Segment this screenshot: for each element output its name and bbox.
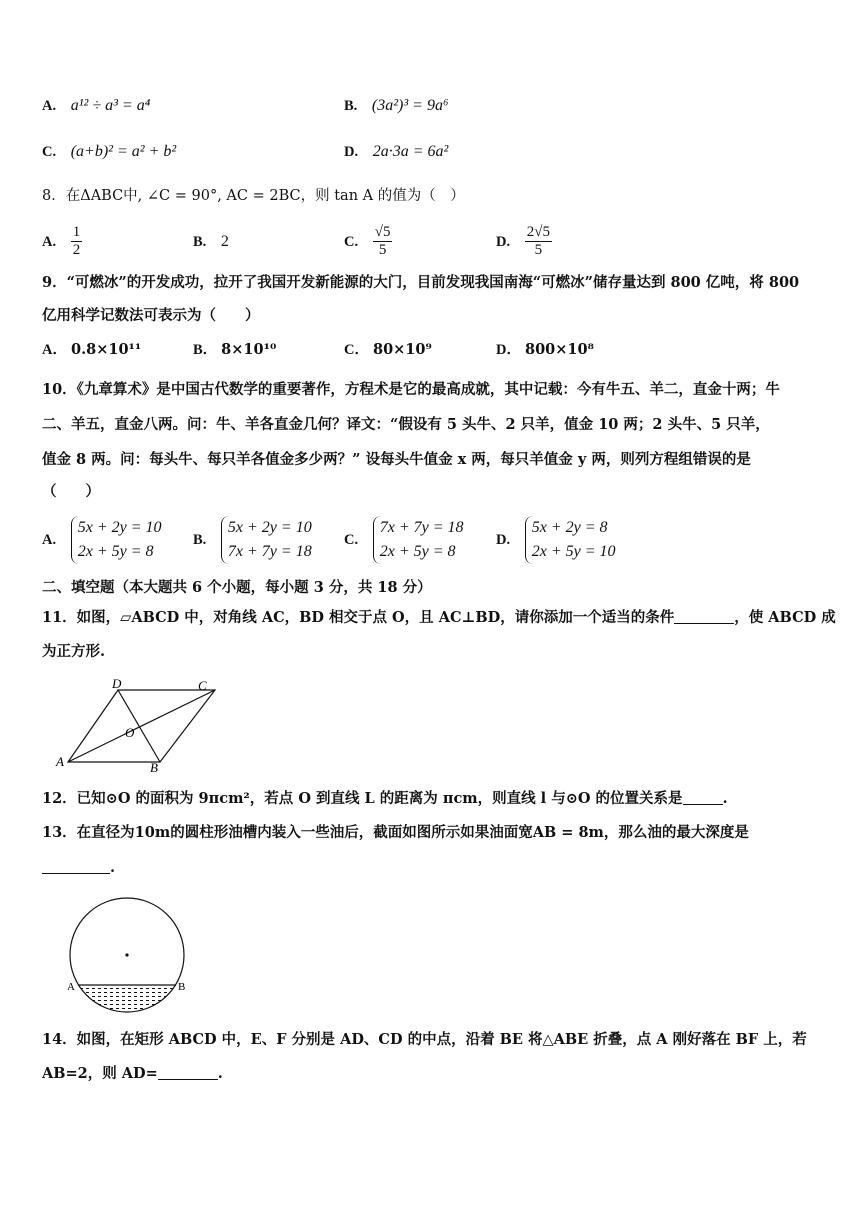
q7-d-expr: 2a·3a = 6a² xyxy=(372,143,449,160)
q9-option-b: B． 8×10¹⁰ xyxy=(193,341,277,358)
q12-stem: 12．已知⊙O 的面积为 9πcm²，若点 O 到直线 L 的距离为 πcm，则直线 l 与⊙O 的位置关系是 . xyxy=(42,790,728,807)
q11-parallelogram-figure xyxy=(50,674,230,774)
q8-d-fraction: $\frac{2√5}{5}$ xyxy=(526,224,550,258)
q9-stem-line1: 9．“可燃冰”的开发成功，拉开了我国开发新能源的大门，目前发现我国南海“可燃冰”储存量达到 800 亿吨，将 800 xyxy=(42,274,800,291)
q7-option-c: C. (a+b)² = a² + b² xyxy=(42,143,177,160)
q14-stem-line1: 14．如图，在矩形 ABCD 中，E、F 分别是 AD、CD 的中点，沿着 BE 将△ABE 折叠，点 A 刚好落在 BF 上，若 xyxy=(42,1031,807,1048)
q9-option-d: D． 800×10⁸ xyxy=(496,341,594,358)
q11-answer-blank[interactable] xyxy=(674,609,734,624)
q7-a-expr: a¹² ÷ a³ = a⁴ xyxy=(70,97,151,114)
q10-option-b: B. 5x + 2y = 10 7x + 7y = 18 xyxy=(193,516,312,564)
q10-c-system: 7x + 7y = 18 2x + 5y = 8 xyxy=(373,516,464,564)
q13-stem-line1: 13．在直径为10m的圆柱形油槽内装入一些油后，截面如图所示如果油面宽AB = 8m，那么油的最大深度是 xyxy=(42,824,749,841)
q11-stem-line2: 为正方形. xyxy=(42,643,106,660)
label-b: B xyxy=(178,981,186,993)
q13-answer-blank[interactable] xyxy=(42,859,110,874)
q10-option-d: D. 5x + 2y = 8 2x + 5y = 10 xyxy=(496,516,616,564)
q10-stem-line4: （ ） xyxy=(42,483,100,500)
q9-option-c: C． 80×10⁹ xyxy=(344,341,432,358)
q10-option-a: A. 5x + 2y = 10 2x + 5y = 8 xyxy=(42,516,162,564)
label-d: D xyxy=(112,676,122,691)
q10-d-system: 5x + 2y = 8 2x + 5y = 10 xyxy=(525,516,616,564)
q9-option-a: A． 0.8×10¹¹ xyxy=(42,341,142,358)
q13-oil-tank-figure xyxy=(62,895,198,1017)
center-point xyxy=(125,953,128,956)
q9-stem-line2: 亿用科学记数法可表示为（ ） xyxy=(42,307,260,324)
q8-option-d: D. $\frac{2√5}{5}$ xyxy=(496,224,550,258)
label-b: B xyxy=(150,760,158,774)
label-a: A xyxy=(56,754,64,769)
q12-answer-blank[interactable] xyxy=(683,790,723,805)
q8-c-fraction: $\frac{√5}{5}$ xyxy=(374,224,391,258)
q10-stem-line2: 二、羊五，直金八两。问：牛、羊各直金几何？译文：“假设有 5 头牛、2 只羊，值金 10 两；2 头牛、5 只羊， xyxy=(42,416,770,433)
q7-option-a: A. a¹² ÷ a³ = a⁴ xyxy=(42,97,151,114)
q8-option-a: A. $\frac{1}{2}$ xyxy=(42,224,81,258)
diagonal-ac xyxy=(68,690,215,762)
section-2-heading: 二、填空题（本大题共 6 个小题，每小题 3 分，共 18 分） xyxy=(42,579,432,596)
q7-b-expr: (3a²)³ = 9a⁶ xyxy=(371,97,449,114)
q7-option-d: D. 2a·3a = 6a² xyxy=(344,143,449,160)
label-a: A xyxy=(67,981,75,993)
q14-answer-blank[interactable] xyxy=(158,1065,218,1080)
q14-stem-line2: AB=2，则 AD= . xyxy=(42,1065,223,1082)
q8-option-c: C. $\frac{√5}{5}$ xyxy=(344,224,391,258)
label-o: O xyxy=(125,725,135,740)
q7-option-b: B. (3a²)³ = 9a⁶ xyxy=(344,97,449,114)
q11-stem-line1: 11．如图，▱ABCD 中，对角线 AC，BD 相交于点 O，且 AC⊥BD，请你添加一个适当的条件 ，使 ABCD 成 xyxy=(42,609,836,626)
q10-b-system: 5x + 2y = 10 7x + 7y = 18 xyxy=(221,516,312,564)
q10-stem-line1: 10．《九章算术》是中国古代数学的重要著作，方程术是它的最高成就，其中记载：今有牛五、羊二，直金十两；牛 xyxy=(42,381,780,398)
q10-option-c: C. 7x + 7y = 18 2x + 5y = 8 xyxy=(344,516,464,564)
q8-a-fraction: $\frac{1}{2}$ xyxy=(72,224,81,258)
label-c: C xyxy=(198,678,207,693)
q10-stem-line3: 值金 8 两。问：每头牛、每只羊各值金多少两？” 设每头牛值金 x 两，每只羊值金 y 两，则列方程组错误的是 xyxy=(42,451,751,468)
q7-c-expr: (a+b)² = a² + b² xyxy=(70,143,177,160)
q10-a-system: 5x + 2y = 10 2x + 5y = 8 xyxy=(71,516,162,564)
q8-stem: 8．在ΔABC中, ∠C = 90°, AC = 2BC，则 tan A 的值为（ ） xyxy=(42,188,465,204)
q8-option-b: B. 2 xyxy=(193,233,229,250)
q13-stem-line2: . xyxy=(42,858,115,878)
